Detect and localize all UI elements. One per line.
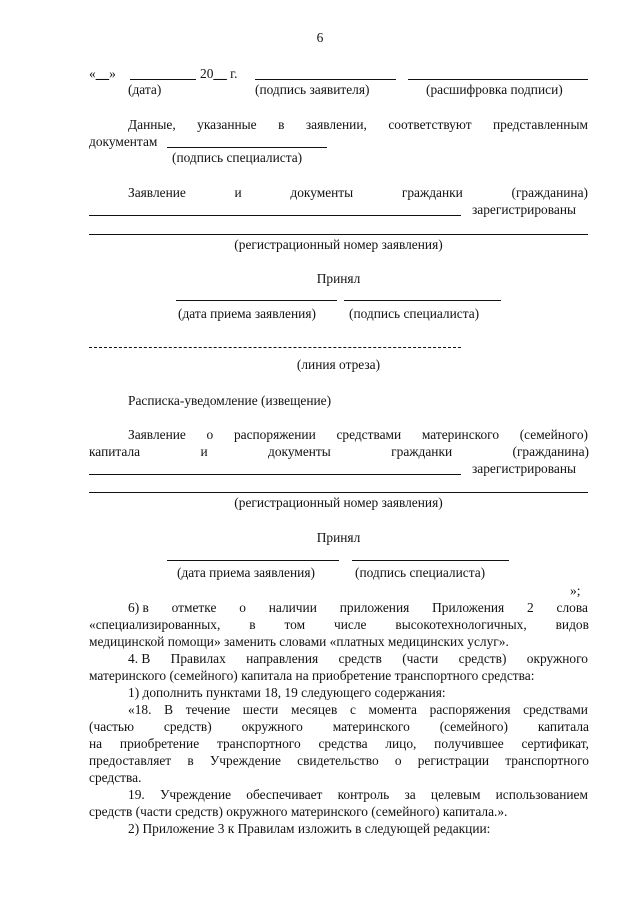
label-accept-signature-2: (подпись специалиста) (355, 565, 486, 580)
cut-line (89, 347, 461, 348)
citizen-name-line (89, 215, 461, 216)
accepted-title-2: Принял (316, 530, 361, 545)
label-reg-number-2: (регистрационный номер заявления) (234, 495, 443, 510)
registered2-line2: капитала и документы гражданки (гражданина) (89, 444, 589, 459)
date-blank-line (130, 79, 196, 80)
label-date: (дата) (128, 82, 162, 97)
data-match-line2: документам (89, 134, 158, 149)
p18-line5: средства. (89, 770, 142, 785)
p18-line4: предоставляет в Учреждение свидетельство о регистрации транспортного (89, 753, 589, 768)
decoding-line (408, 79, 588, 80)
accept-signature-line (344, 300, 501, 301)
registered-word-2: зарегистрированы (472, 461, 576, 476)
label-decoding: (расшифровка подписи) (426, 82, 563, 97)
cut-line-label: (линия отреза) (296, 357, 381, 372)
p6-line3: медицинской помощи» заменить словами «платных медицинских услуг». (89, 634, 509, 649)
p18-line1: «18. В течение шести месяцев с момента распоряжения средствами (128, 702, 588, 717)
reg-number-line (89, 234, 588, 235)
p6-line2: «специализированных, в том числе высокотехнологичных, видов (89, 617, 589, 632)
label-reg-number: (регистрационный номер заявления) (234, 237, 443, 252)
p19-line2: средств (части средств) окружного материнского (семейного) капитала.». (89, 804, 508, 819)
date-quote: «__» (89, 66, 116, 81)
receipt-title: Расписка-уведомление (извещение) (128, 393, 332, 408)
p4-line1: 4. В Правилах направления средств (части средств) окружного (128, 651, 588, 666)
registered-word: зарегистрированы (472, 202, 576, 217)
p1-line: 1) дополнить пунктами 18, 19 следующего содержания: (128, 685, 446, 700)
year-text: 20__ г. (200, 66, 238, 81)
closing-quote-mark: »; (570, 583, 581, 598)
accept-date-line (176, 300, 337, 301)
citizen-name-line-2 (89, 474, 461, 475)
p4-line2: материнского (семейного) капитала на приобретение транспортного средства: (89, 668, 535, 683)
data-match-line1: Данные, указанные в заявлении, соответствуют представленным (128, 117, 588, 132)
label-signature: (подпись заявителя) (255, 82, 370, 97)
page-number: 6 (316, 30, 324, 45)
p19-line1: 19. Учреждение обеспечивает контроль за целевым использованием (128, 787, 588, 802)
accept-signature-line-2 (352, 560, 509, 561)
registered-line1: Заявление и документы гражданки (гражданина) (128, 185, 588, 200)
label-specialist-signature: (подпись специалиста) (172, 150, 303, 165)
accepted-title: Принял (316, 271, 361, 286)
p18-line3: на приобретение транспортного средства лицо, получившее сертификат, (89, 736, 589, 751)
p18-line2: (частью средств) окружного материнского (семейного) капитала (89, 719, 589, 734)
registered2-line1: Заявление о распоряжении средствами материнского (семейного) (128, 427, 588, 442)
label-accept-date: (дата приема заявления) (178, 306, 316, 321)
signature-line (255, 79, 396, 80)
specialist-signature-line (167, 147, 327, 148)
p2-line: 2) Приложение 3 к Правилам изложить в следующей редакции: (128, 821, 491, 836)
accept-date-line-2 (167, 560, 339, 561)
reg-number-line-2 (89, 492, 588, 493)
label-accept-signature: (подпись специалиста) (349, 306, 480, 321)
p6-line1: 6) в отметке о наличии приложения Приложения 2 слова (128, 600, 588, 615)
label-accept-date-2: (дата приема заявления) (177, 565, 315, 580)
